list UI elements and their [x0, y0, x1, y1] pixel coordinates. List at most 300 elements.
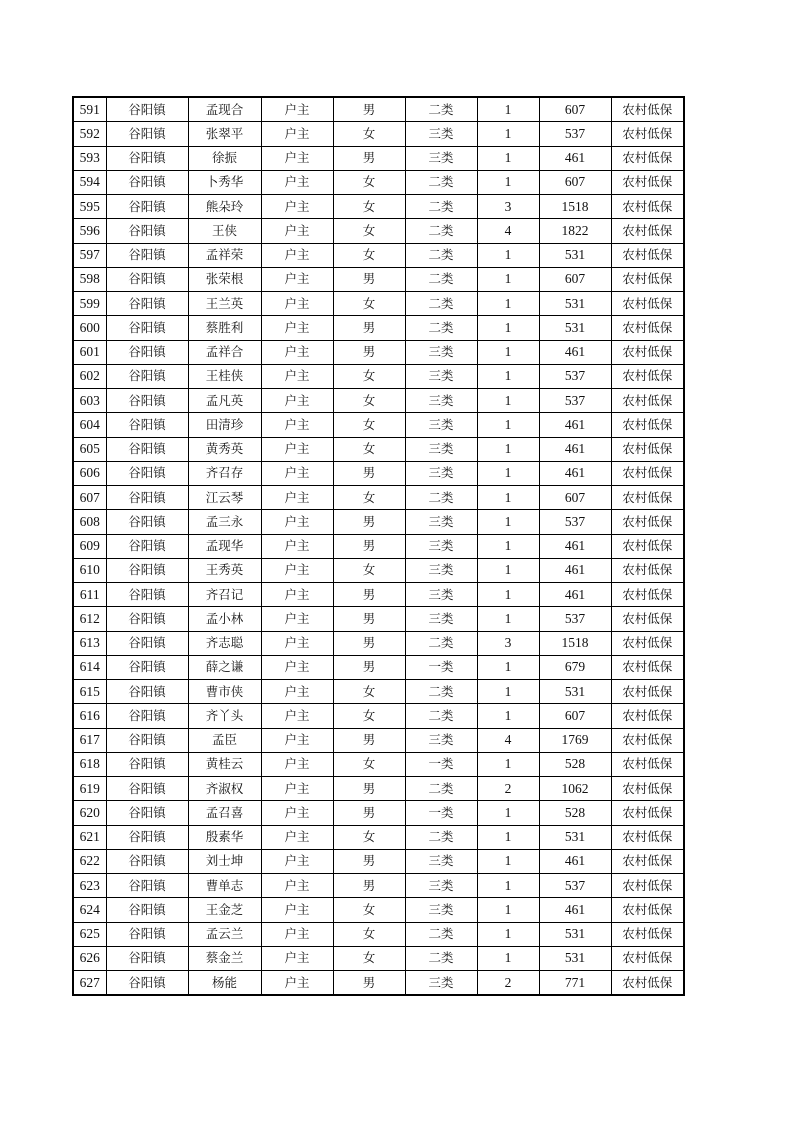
township-cell: 谷阳镇	[106, 292, 188, 316]
table-row	[73, 316, 684, 340]
relation-cell: 户主	[261, 486, 333, 510]
relation-cell: 户主	[261, 364, 333, 388]
name-cell: 孟小林	[188, 607, 261, 631]
serial-number-cell: 611	[73, 583, 106, 607]
relation-cell: 户主	[261, 219, 333, 243]
relation-cell: 户主	[261, 607, 333, 631]
name-cell: 齐召记	[188, 583, 261, 607]
table-row	[73, 946, 684, 970]
relation-cell: 户主	[261, 825, 333, 849]
gender-cell: 女	[333, 292, 405, 316]
township-cell: 谷阳镇	[106, 777, 188, 801]
township-cell: 谷阳镇	[106, 680, 188, 704]
gender-cell: 女	[333, 243, 405, 267]
name-cell: 齐淑权	[188, 777, 261, 801]
category-cell: 二类	[405, 922, 477, 946]
program-type-cell: 农村低保	[611, 728, 684, 752]
program-type-cell: 农村低保	[611, 97, 684, 122]
category-cell: 三类	[405, 971, 477, 996]
household-size-cell: 1	[477, 680, 539, 704]
serial-number-cell: 604	[73, 413, 106, 437]
relation-cell: 户主	[261, 243, 333, 267]
table-row	[73, 583, 684, 607]
relation-cell: 户主	[261, 728, 333, 752]
relation-cell: 户主	[261, 704, 333, 728]
program-type-cell: 农村低保	[611, 122, 684, 146]
relation-cell: 户主	[261, 170, 333, 194]
amount-cell: 528	[539, 801, 611, 825]
table-row	[73, 170, 684, 194]
household-size-cell: 1	[477, 316, 539, 340]
category-cell: 三类	[405, 340, 477, 364]
household-size-cell: 1	[477, 946, 539, 970]
category-cell: 二类	[405, 631, 477, 655]
amount-cell: 531	[539, 680, 611, 704]
program-type-cell: 农村低保	[611, 946, 684, 970]
name-cell: 孟臣	[188, 728, 261, 752]
program-type-cell: 农村低保	[611, 898, 684, 922]
household-size-cell: 1	[477, 389, 539, 413]
category-cell: 二类	[405, 316, 477, 340]
gender-cell: 男	[333, 534, 405, 558]
township-cell: 谷阳镇	[106, 849, 188, 873]
township-cell: 谷阳镇	[106, 364, 188, 388]
relation-cell: 户主	[261, 777, 333, 801]
gender-cell: 男	[333, 316, 405, 340]
program-type-cell: 农村低保	[611, 267, 684, 291]
name-cell: 齐丫头	[188, 704, 261, 728]
name-cell: 孟祥合	[188, 340, 261, 364]
serial-number-cell: 605	[73, 437, 106, 461]
table-row	[73, 364, 684, 388]
program-type-cell: 农村低保	[611, 558, 684, 582]
name-cell: 薛之谦	[188, 655, 261, 679]
amount-cell: 528	[539, 752, 611, 776]
gender-cell: 男	[333, 874, 405, 898]
gender-cell: 男	[333, 655, 405, 679]
relation-cell: 户主	[261, 874, 333, 898]
amount-cell: 461	[539, 849, 611, 873]
gender-cell: 女	[333, 922, 405, 946]
name-cell: 孟现华	[188, 534, 261, 558]
amount-cell: 1062	[539, 777, 611, 801]
serial-number-cell: 619	[73, 777, 106, 801]
program-type-cell: 农村低保	[611, 607, 684, 631]
township-cell: 谷阳镇	[106, 607, 188, 631]
table-row	[73, 898, 684, 922]
table-row	[73, 849, 684, 873]
gender-cell: 男	[333, 97, 405, 122]
household-size-cell: 1	[477, 267, 539, 291]
program-type-cell: 农村低保	[611, 631, 684, 655]
table-row	[73, 389, 684, 413]
gender-cell: 女	[333, 364, 405, 388]
relation-cell: 户主	[261, 558, 333, 582]
program-type-cell: 农村低保	[611, 752, 684, 776]
township-cell: 谷阳镇	[106, 922, 188, 946]
category-cell: 三类	[405, 874, 477, 898]
serial-number-cell: 616	[73, 704, 106, 728]
program-type-cell: 农村低保	[611, 364, 684, 388]
amount-cell: 531	[539, 922, 611, 946]
program-type-cell: 农村低保	[611, 292, 684, 316]
household-size-cell: 1	[477, 461, 539, 485]
relation-cell: 户主	[261, 801, 333, 825]
table-row	[73, 219, 684, 243]
name-cell: 杨能	[188, 971, 261, 996]
relation-cell: 户主	[261, 583, 333, 607]
program-type-cell: 农村低保	[611, 801, 684, 825]
household-size-cell: 2	[477, 971, 539, 996]
serial-number-cell: 601	[73, 340, 106, 364]
table-row	[73, 534, 684, 558]
gender-cell: 男	[333, 146, 405, 170]
amount-cell: 461	[539, 413, 611, 437]
table-row	[73, 680, 684, 704]
program-type-cell: 农村低保	[611, 413, 684, 437]
amount-cell: 607	[539, 486, 611, 510]
name-cell: 黄秀英	[188, 437, 261, 461]
name-cell: 王兰英	[188, 292, 261, 316]
category-cell: 三类	[405, 534, 477, 558]
amount-cell: 771	[539, 971, 611, 996]
name-cell: 江云琴	[188, 486, 261, 510]
table-row	[73, 728, 684, 752]
relation-cell: 户主	[261, 752, 333, 776]
relation-cell: 户主	[261, 655, 333, 679]
household-size-cell: 3	[477, 195, 539, 219]
amount-cell: 461	[539, 558, 611, 582]
township-cell: 谷阳镇	[106, 97, 188, 122]
amount-cell: 1518	[539, 195, 611, 219]
name-cell: 刘士坤	[188, 849, 261, 873]
serial-number-cell: 617	[73, 728, 106, 752]
program-type-cell: 农村低保	[611, 971, 684, 996]
name-cell: 张翠平	[188, 122, 261, 146]
relation-cell: 户主	[261, 898, 333, 922]
amount-cell: 461	[539, 146, 611, 170]
category-cell: 二类	[405, 825, 477, 849]
name-cell: 孟三永	[188, 510, 261, 534]
serial-number-cell: 591	[73, 97, 106, 122]
category-cell: 三类	[405, 437, 477, 461]
township-cell: 谷阳镇	[106, 195, 188, 219]
township-cell: 谷阳镇	[106, 170, 188, 194]
household-size-cell: 1	[477, 364, 539, 388]
table-row	[73, 292, 684, 316]
category-cell: 三类	[405, 146, 477, 170]
relation-cell: 户主	[261, 631, 333, 655]
serial-number-cell: 609	[73, 534, 106, 558]
serial-number-cell: 615	[73, 680, 106, 704]
amount-cell: 1518	[539, 631, 611, 655]
category-cell: 一类	[405, 752, 477, 776]
household-size-cell: 1	[477, 486, 539, 510]
serial-number-cell: 607	[73, 486, 106, 510]
category-cell: 三类	[405, 849, 477, 873]
township-cell: 谷阳镇	[106, 801, 188, 825]
household-size-cell: 3	[477, 631, 539, 655]
table-row	[73, 607, 684, 631]
relation-cell: 户主	[261, 389, 333, 413]
program-type-cell: 农村低保	[611, 534, 684, 558]
gender-cell: 男	[333, 971, 405, 996]
program-type-cell: 农村低保	[611, 777, 684, 801]
serial-number-cell: 625	[73, 922, 106, 946]
household-size-cell: 1	[477, 874, 539, 898]
program-type-cell: 农村低保	[611, 680, 684, 704]
township-cell: 谷阳镇	[106, 437, 188, 461]
name-cell: 黄桂云	[188, 752, 261, 776]
township-cell: 谷阳镇	[106, 534, 188, 558]
program-type-cell: 农村低保	[611, 195, 684, 219]
amount-cell: 461	[539, 340, 611, 364]
township-cell: 谷阳镇	[106, 898, 188, 922]
category-cell: 三类	[405, 364, 477, 388]
household-size-cell: 1	[477, 170, 539, 194]
name-cell: 齐志聪	[188, 631, 261, 655]
category-cell: 三类	[405, 583, 477, 607]
household-size-cell: 1	[477, 655, 539, 679]
township-cell: 谷阳镇	[106, 219, 188, 243]
serial-number-cell: 620	[73, 801, 106, 825]
program-type-cell: 农村低保	[611, 922, 684, 946]
relation-cell: 户主	[261, 146, 333, 170]
name-cell: 田清珍	[188, 413, 261, 437]
household-size-cell: 1	[477, 413, 539, 437]
assistance-roster-table	[72, 96, 685, 996]
table-row	[73, 704, 684, 728]
amount-cell: 537	[539, 389, 611, 413]
gender-cell: 女	[333, 389, 405, 413]
name-cell: 曹市侠	[188, 680, 261, 704]
township-cell: 谷阳镇	[106, 340, 188, 364]
amount-cell: 461	[539, 437, 611, 461]
table-row	[73, 97, 684, 122]
relation-cell: 户主	[261, 316, 333, 340]
township-cell: 谷阳镇	[106, 728, 188, 752]
category-cell: 二类	[405, 680, 477, 704]
household-size-cell: 1	[477, 849, 539, 873]
table-row	[73, 655, 684, 679]
township-cell: 谷阳镇	[106, 146, 188, 170]
program-type-cell: 农村低保	[611, 243, 684, 267]
category-cell: 二类	[405, 946, 477, 970]
table-row	[73, 122, 684, 146]
amount-cell: 607	[539, 267, 611, 291]
household-size-cell: 1	[477, 534, 539, 558]
relation-cell: 户主	[261, 922, 333, 946]
category-cell: 二类	[405, 486, 477, 510]
amount-cell: 531	[539, 946, 611, 970]
name-cell: 王侠	[188, 219, 261, 243]
table-row	[73, 146, 684, 170]
township-cell: 谷阳镇	[106, 316, 188, 340]
amount-cell: 531	[539, 825, 611, 849]
amount-cell: 607	[539, 170, 611, 194]
household-size-cell: 1	[477, 510, 539, 534]
gender-cell: 男	[333, 510, 405, 534]
category-cell: 三类	[405, 728, 477, 752]
household-size-cell: 1	[477, 752, 539, 776]
program-type-cell: 农村低保	[611, 340, 684, 364]
serial-number-cell: 598	[73, 267, 106, 291]
serial-number-cell: 624	[73, 898, 106, 922]
amount-cell: 537	[539, 607, 611, 631]
category-cell: 三类	[405, 413, 477, 437]
gender-cell: 男	[333, 340, 405, 364]
serial-number-cell: 602	[73, 364, 106, 388]
amount-cell: 537	[539, 364, 611, 388]
township-cell: 谷阳镇	[106, 752, 188, 776]
program-type-cell: 农村低保	[611, 874, 684, 898]
amount-cell: 607	[539, 97, 611, 122]
amount-cell: 531	[539, 243, 611, 267]
program-type-cell: 农村低保	[611, 316, 684, 340]
gender-cell: 女	[333, 825, 405, 849]
township-cell: 谷阳镇	[106, 267, 188, 291]
category-cell: 二类	[405, 704, 477, 728]
program-type-cell: 农村低保	[611, 655, 684, 679]
name-cell: 殷素华	[188, 825, 261, 849]
category-cell: 二类	[405, 777, 477, 801]
table-row	[73, 195, 684, 219]
relation-cell: 户主	[261, 534, 333, 558]
gender-cell: 男	[333, 631, 405, 655]
amount-cell: 461	[539, 583, 611, 607]
program-type-cell: 农村低保	[611, 849, 684, 873]
table-row	[73, 801, 684, 825]
serial-number-cell: 600	[73, 316, 106, 340]
category-cell: 一类	[405, 655, 477, 679]
name-cell: 卜秀华	[188, 170, 261, 194]
name-cell: 张荣根	[188, 267, 261, 291]
household-size-cell: 1	[477, 340, 539, 364]
program-type-cell: 农村低保	[611, 486, 684, 510]
relation-cell: 户主	[261, 680, 333, 704]
name-cell: 王金芝	[188, 898, 261, 922]
township-cell: 谷阳镇	[106, 558, 188, 582]
household-size-cell: 1	[477, 97, 539, 122]
gender-cell: 男	[333, 267, 405, 291]
amount-cell: 537	[539, 874, 611, 898]
category-cell: 二类	[405, 219, 477, 243]
township-cell: 谷阳镇	[106, 704, 188, 728]
table-row	[73, 922, 684, 946]
serial-number-cell: 622	[73, 849, 106, 873]
table-row	[73, 825, 684, 849]
serial-number-cell: 626	[73, 946, 106, 970]
relation-cell: 户主	[261, 413, 333, 437]
name-cell: 徐振	[188, 146, 261, 170]
township-cell: 谷阳镇	[106, 583, 188, 607]
gender-cell: 女	[333, 752, 405, 776]
serial-number-cell: 623	[73, 874, 106, 898]
gender-cell: 女	[333, 898, 405, 922]
table-row	[73, 558, 684, 582]
name-cell: 孟现合	[188, 97, 261, 122]
serial-number-cell: 627	[73, 971, 106, 996]
gender-cell: 女	[333, 413, 405, 437]
household-size-cell: 4	[477, 219, 539, 243]
gender-cell: 女	[333, 122, 405, 146]
serial-number-cell: 606	[73, 461, 106, 485]
household-size-cell: 1	[477, 437, 539, 461]
category-cell: 三类	[405, 558, 477, 582]
table-row	[73, 437, 684, 461]
program-type-cell: 农村低保	[611, 219, 684, 243]
gender-cell: 女	[333, 704, 405, 728]
township-cell: 谷阳镇	[106, 655, 188, 679]
amount-cell: 461	[539, 461, 611, 485]
amount-cell: 679	[539, 655, 611, 679]
serial-number-cell: 613	[73, 631, 106, 655]
name-cell: 孟凡英	[188, 389, 261, 413]
amount-cell: 537	[539, 510, 611, 534]
category-cell: 二类	[405, 97, 477, 122]
table-row	[73, 413, 684, 437]
table-row	[73, 340, 684, 364]
household-size-cell: 1	[477, 825, 539, 849]
gender-cell: 女	[333, 195, 405, 219]
name-cell: 曹单志	[188, 874, 261, 898]
household-size-cell: 4	[477, 728, 539, 752]
household-size-cell: 1	[477, 607, 539, 631]
serial-number-cell: 612	[73, 607, 106, 631]
serial-number-cell: 610	[73, 558, 106, 582]
category-cell: 二类	[405, 292, 477, 316]
category-cell: 三类	[405, 389, 477, 413]
relation-cell: 户主	[261, 946, 333, 970]
table-row	[73, 510, 684, 534]
gender-cell: 男	[333, 461, 405, 485]
table-row	[73, 267, 684, 291]
gender-cell: 女	[333, 170, 405, 194]
name-cell: 孟祥荣	[188, 243, 261, 267]
township-cell: 谷阳镇	[106, 122, 188, 146]
serial-number-cell: 603	[73, 389, 106, 413]
household-size-cell: 1	[477, 146, 539, 170]
table-row	[73, 752, 684, 776]
relation-cell: 户主	[261, 849, 333, 873]
township-cell: 谷阳镇	[106, 389, 188, 413]
amount-cell: 461	[539, 898, 611, 922]
relation-cell: 户主	[261, 195, 333, 219]
serial-number-cell: 593	[73, 146, 106, 170]
table-body	[73, 97, 684, 995]
amount-cell: 1822	[539, 219, 611, 243]
gender-cell: 女	[333, 558, 405, 582]
township-cell: 谷阳镇	[106, 243, 188, 267]
serial-number-cell: 621	[73, 825, 106, 849]
category-cell: 三类	[405, 122, 477, 146]
amount-cell: 1769	[539, 728, 611, 752]
category-cell: 三类	[405, 607, 477, 631]
program-type-cell: 农村低保	[611, 146, 684, 170]
category-cell: 三类	[405, 898, 477, 922]
relation-cell: 户主	[261, 97, 333, 122]
gender-cell: 男	[333, 583, 405, 607]
table-row	[73, 243, 684, 267]
category-cell: 二类	[405, 267, 477, 291]
serial-number-cell: 614	[73, 655, 106, 679]
household-size-cell: 1	[477, 898, 539, 922]
program-type-cell: 农村低保	[611, 583, 684, 607]
table-row	[73, 461, 684, 485]
name-cell: 王秀英	[188, 558, 261, 582]
table-row	[73, 874, 684, 898]
gender-cell: 男	[333, 849, 405, 873]
